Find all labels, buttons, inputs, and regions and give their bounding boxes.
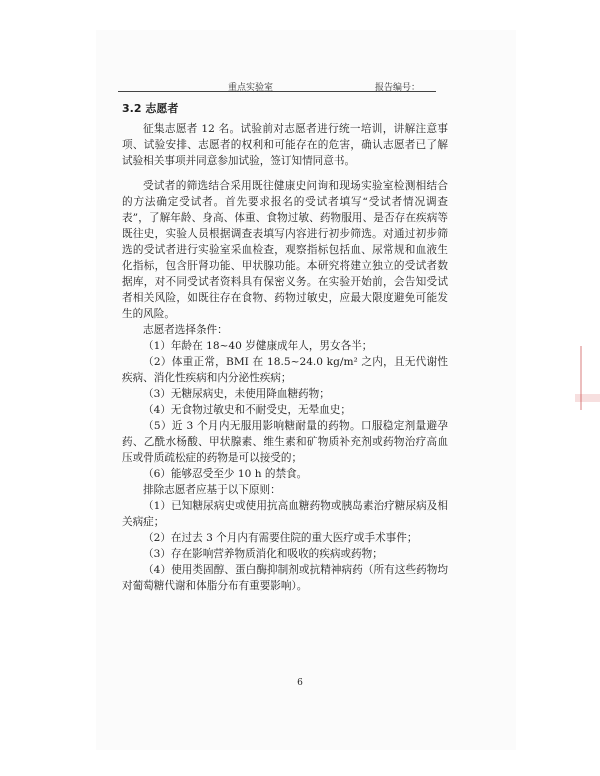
seal-stamp-mark: [575, 394, 600, 402]
paragraph: （3）存在影响营养物质消化和吸收的疾病或药物；: [143, 548, 383, 560]
page-number: 6: [297, 678, 303, 688]
paragraph: （4）无食物过敏史和不耐受史，无晕血史；: [143, 404, 352, 416]
header-lab-name: 重点实验室: [228, 83, 274, 93]
header-divider: [118, 91, 436, 92]
paragraph: 排除志愿者应基于以下原则：: [143, 484, 281, 496]
section-title: 3.2 志愿者: [122, 102, 179, 115]
paragraph: （2）体重正常，BMI 在 18.5~24.0 kg/m² 之内，且无代谢性疾病、消化性疾病和内分泌性疾病；: [122, 356, 448, 384]
paragraph: 志愿者选择条件：: [143, 324, 228, 336]
body-text: [122, 112, 448, 594]
paragraph: （3）无糖尿病史，未使用降血糖药物；: [143, 388, 330, 400]
paragraph: （1）已知糖尿病史或使用抗高血糖药物或胰岛素治疗糖尿病及相关病症；: [122, 500, 448, 528]
paragraph: （4）使用类固醇、蛋白酶抑制剂或抗精神病药（所有这些药物均对葡萄糖代谢和体脂分布有重要影响）。: [122, 564, 448, 592]
header-report-number: 报告编号：: [375, 83, 421, 93]
paragraph: （6）能够忍受至少 10 h 的禁食。: [143, 468, 308, 480]
paragraph: 受试者的筛选结合采用既往健康史问询和现场实验室检测相结合的方法确定受试者。首先要求报名的受试者填写“受试者情况调查表”，了解年龄、身高、体重、食物过敏、药物服用、是否存在疾病等既往史，实验人员根据调查表填写内容进行初步筛选。对通过初步筛选的受试者进行实验室采血检查，观察指标包括血、尿常规和血液生化指标，包含肝肾功能、甲状腺功能。本研究将建立独立的受试者数据库，对不同受试者资料具有保密义务。在实验开始前，会告知受试者相关风险，如既往存在食物、药物过敏史，应最大限度避免可能发生的风险。: [122, 180, 448, 320]
paragraph: 征集志愿者 12 名。试验前对志愿者进行统一培训，讲解注意事项、试验安排、志愿者的权利和可能存在的危害，确认志愿者已了解试验相关事项并同意参加试验，签订知情同意书。: [122, 123, 448, 167]
paragraph: （2）在过去 3 个月内有需要住院的重大医疗或手术事件；: [143, 532, 418, 544]
paragraph: （5）近 3 个月内无服用影响糖耐量的药物。口服稳定剂量避孕药、乙酰水杨酸、甲状腺素、维生素和矿物质补充剂或药物治疗高血压或骨质疏松症的药物是可以接受的；: [122, 420, 448, 464]
paragraph: （1）年龄在 18~40 岁健康成年人，男女各半；: [143, 340, 373, 352]
